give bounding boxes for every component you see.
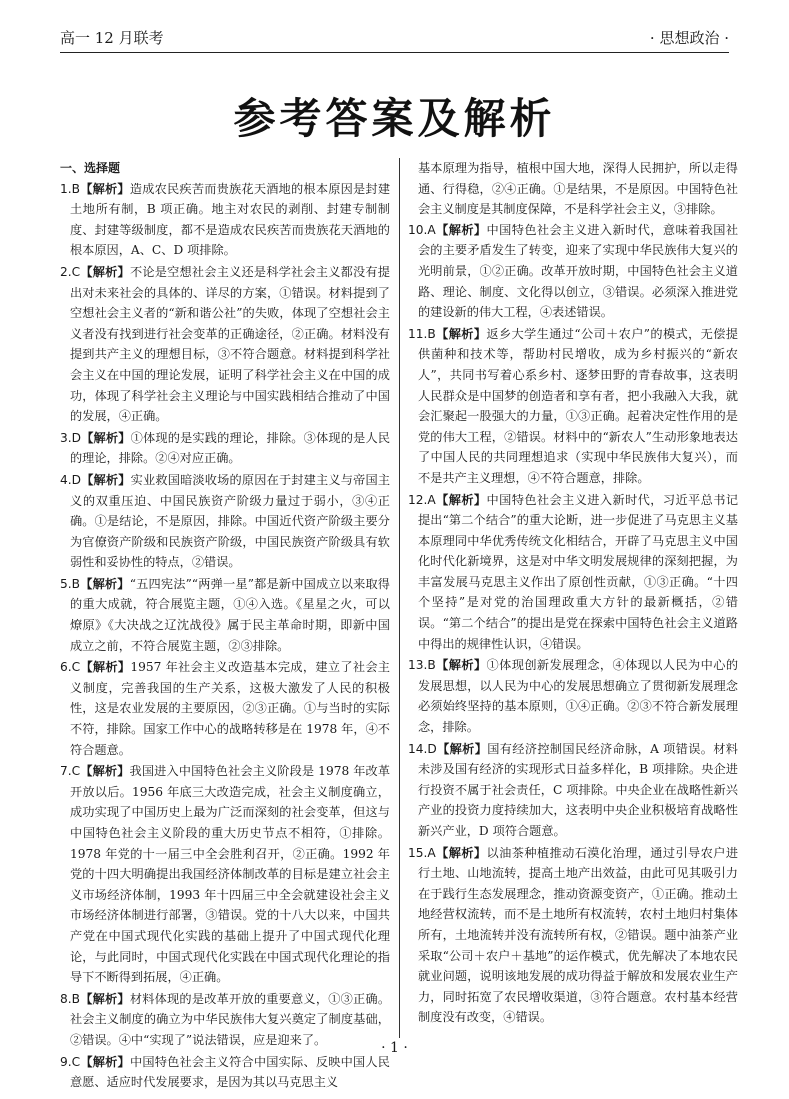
analysis-tag: 【解析】 (435, 845, 487, 860)
analysis-tag: 【解析】 (80, 991, 130, 1006)
analysis-tag: 【解析】 (435, 222, 487, 237)
analysis-text: 造成农民疾苦而贵族花天酒地的根本原因是封建土地所有制，B 项正确。地主对农民的剥削、封建专制制度、封建等级制度，都不是造成农民疾苦而贵族花天酒地的根本原因，A、C、D 项排除。 (70, 181, 391, 258)
answer-letter: D (71, 430, 82, 445)
question-number: 13. (408, 658, 428, 673)
column-divider (399, 158, 400, 1038)
analysis-text: 中国特色社会主义符合中国实际、反映中国人民意愿、适应时代发展要求，是因为其以马克思主义 (70, 1054, 390, 1090)
answer-item (408, 324, 738, 489)
analysis-text: 返乡大学生通过“公司＋农户”的模式，无偿提供菌种和技术等，帮助村民增收，成为乡村振兴的“新农人”，共同书写着心系乡村、逐梦田野的青春故事，这表明人民群众是中国梦的创造者和享有者，把小我融入大我，就会汇聚起一股强大的力量，①③正确。起着决定性作用的是党的伟大工程，②错误。材料中的“新农人”生动形象地表达了中国人民的共同理想追求（实现中华民族伟大复兴），而不是共产主义理想，④不符合题意，排除。 (418, 326, 738, 485)
answer-item (408, 220, 738, 323)
analysis-text: 不论是空想社会主义还是科学社会主义都没有提出对未来社会的具体的、详尽的方案，①错误。材料提到了空想社会主义者的“新和谐公社”的失败，体现了空想社会主义者没有找到进行社会变革的正确途径，②正确。材料没有提到共产主义的理想目标，③不符合题意。材料提到科学社会主义在中国的理论发展，证明了科学社会主义在中国的成功，体现了科学社会主义理论与中国实践相结合推动了中国的发展，④正确。 (70, 264, 390, 424)
question-number: 14. (408, 741, 428, 756)
left-column (60, 158, 390, 1094)
question-number: 12. (408, 492, 428, 507)
answer-item (408, 843, 738, 1028)
analysis-tag: 【解析】 (80, 181, 130, 196)
question-number: 11. (408, 326, 428, 341)
question-number: 4. (60, 472, 72, 487)
analysis-text: 国有经济控制国民经济命脉，A 项错误。材料未涉及国有经济的实现形式日益多样化，B 项排除。央企进行投资不属于社会责任，C 项排除。中央企业在战略性新兴产业的投资力度持续加大，这表明中央企业积极培育战略性新兴产业，D 项符合题意。 (418, 741, 738, 838)
analysis-tag: 【解析】 (80, 764, 130, 779)
continued-text: 基本原理为指导，植根中国大地，深得人民拥护，所以走得通、行得稳，②④正确。①是结果，不是原因。中国特色社会主义制度是其制度保障，不是科学社会主义，③排除。 (418, 161, 738, 217)
analysis-tag: 【解析】 (80, 264, 130, 279)
question-number: 15. (408, 845, 428, 860)
analysis-text: 1957 年社会主义改造基本完成，建立了社会主义制度，完善我国的生产关系，这极大激发了人民的积极性，这是农业发展的主要原因，②③正确。①与当时的实际不符，排除。国家工作中心的战略转移是在 1978 年，④不符合题意。 (70, 660, 390, 757)
analysis-text: 中国特色社会主义进入新时代，习近平总书记提出“第二个结合”的重大论断，进一步促进了马克思主义基本原理同中华优秀传统文化相结合，开辟了马克思主义中国化时代化新境界，这是对中华文明发展规律的深刻把握，为丰富发展马克思主义作出了原创性贡献，①③正确。“十四个坚持”是对党的治国理政重大方针的最新概括，②错误。“第二个结合”的提出是党在探索中国特色社会主义道路中得出的规律性认识，④错误。 (418, 492, 739, 651)
question-number: 9. (60, 1054, 72, 1069)
analysis-text: 以油茶种植推动石漠化治理，通过引导农户进行土地、山地流转，提高土地产出效益，由此可见其吸引力在于践行生态发展理念，推动资源变资产，①正确。推动土地经营权流转，而不是土地所有权流转，农村土地归村集体所有，土地流转并没有流转所有权，②错误。题中油茶产业采取“公司＋农户＋基地”的运作模式，优先解决了本地农民就业问题，说明该地发展的成功得益于解放和发展农业生产力，同时拓宽了农民增收渠道，③符合题意。农村基本经营制度没有改变，④错误。 (418, 845, 739, 1025)
answer-letter: B (427, 326, 436, 341)
header-right: · 思想政治 · (649, 29, 729, 47)
answer-letter: D (427, 741, 437, 756)
question-number: 5. (60, 576, 72, 591)
answer-letter: C (71, 264, 81, 279)
page-number: · 1 · (381, 1040, 408, 1056)
analysis-tag: 【解析】 (80, 660, 131, 675)
analysis-text: 我国进入中国特色社会主义阶段是 1978 年改革开放以后。1956 年底三大改造完成，社会主义制度确立，成功实现了中国历史上最为广泛而深刻的社会变革，但这与中国特色社会主义阶段的重大历史节点不相符，①排除。1978 年党的十一届三中全会胜利召开，②正确。1992 年党的十四大明确提出我国经济体制改革的目标是建立社会主义市场经济体制，1993 年十四届三中全会就建设社会主义市场经济体制进行部署，③错误。党的十八大以来，中国共产党在中国式现代化实践的基础上提升了中国式现代化理论，与此同时，中国式现代化实践在中国式现代化理论的指导下不断得到拓展，④正确。 (70, 764, 391, 985)
answer-letter: A (427, 492, 436, 507)
analysis-tag: 【解析】 (80, 1054, 130, 1069)
answer-item (408, 655, 738, 737)
answer-item (408, 490, 738, 655)
answer-item (60, 574, 390, 656)
analysis-tag: 【解析】 (435, 658, 487, 673)
answer-letter: B (71, 181, 81, 196)
answer-letter: C (71, 1054, 81, 1069)
answer-item (60, 761, 390, 988)
answer-letter: C (71, 660, 81, 675)
analysis-text: ①体现的是实践的理论，排除。③体现的是人民的理论，排除。②④对应正确。 (70, 430, 391, 466)
left-answer-list (60, 179, 390, 1093)
answer-item (60, 470, 390, 573)
question-number: 6. (60, 660, 72, 675)
header-rule (60, 52, 729, 53)
question-number: 10. (408, 222, 428, 237)
analysis-tag: 【解析】 (81, 430, 131, 445)
answer-letter: D (71, 472, 82, 487)
answer-item (408, 739, 738, 842)
answer-item (60, 657, 390, 760)
question-number: 1. (60, 181, 72, 196)
right-answer-list (408, 220, 738, 1028)
header-left: 高一 12 月联考 (60, 29, 164, 47)
answer-item (60, 428, 390, 469)
answer-letter: A (427, 845, 436, 860)
analysis-text: 中国特色社会主义进入新时代，意味着我国社会的主要矛盾发生了转变，迎来了实现中华民族伟大复兴的光明前景，①②正确。改革开放时期，中国特色社会主义道路、理论、制度、文化得以创立，③错误。必须深入推进党的建设新的伟大工程，④表述错误。 (418, 222, 739, 320)
answer-letter: B (71, 576, 81, 591)
analysis-tag: 【解析】 (436, 741, 488, 756)
question-number: 2. (60, 264, 72, 279)
page-title: 参考答案及解析 (233, 94, 556, 143)
analysis-tag: 【解析】 (435, 326, 487, 341)
analysis-tag: 【解析】 (80, 576, 130, 591)
answer-letter: C (71, 764, 81, 779)
page-header (60, 18, 729, 48)
answer-letter: B (427, 658, 436, 673)
question-number: 8. (60, 991, 72, 1006)
analysis-text: ①体现创新发展理念，④体现以人民为中心的发展思想，以人民为中心的发展思想确立了贯彻新发展理念必须始终坚持的基本原则，①④正确。②③不符合新发展理念，排除。 (418, 658, 739, 735)
answer-item (60, 262, 390, 427)
question-number: 7. (60, 764, 72, 779)
answer-item (60, 1052, 390, 1093)
right-column (408, 158, 738, 1029)
analysis-tag: 【解析】 (435, 492, 487, 507)
analysis-tag: 【解析】 (81, 472, 131, 487)
answer-item (60, 179, 390, 261)
analysis-text: 实业救国暗淡收场的原因在于封建主义与帝国主义的双重压迫、中国民族资产阶级力量过于弱小，③④正确。①是结论，不是原因，排除。中国近代资产阶级主要分为官僚资产阶级和民族资产阶级，中国民族资产阶级具有软弱性和妥协性的特点，②错误。 (70, 472, 391, 570)
answer-letter: B (71, 991, 81, 1006)
section-heading: 一、选择题 (60, 161, 121, 175)
analysis-text: “五四宪法”“两弹一星”都是新中国成立以来取得的重大成就，符合展览主题，①④入选。《星星之火，可以燎原》《大决战之辽沈战役》属于民主革命时期，即新中国成立之前，不符合展览主题，②③排除。 (70, 576, 390, 653)
analysis-text: 材料体现的是改革开放的重要意义，①③正确。社会主义制度的确立为中华民族伟大复兴奠定了制度基础，②错误。④中“实现了”说法错误，应是迎来了。 (70, 991, 391, 1047)
answer-letter: A (427, 222, 436, 237)
question-number: 3. (60, 430, 72, 445)
